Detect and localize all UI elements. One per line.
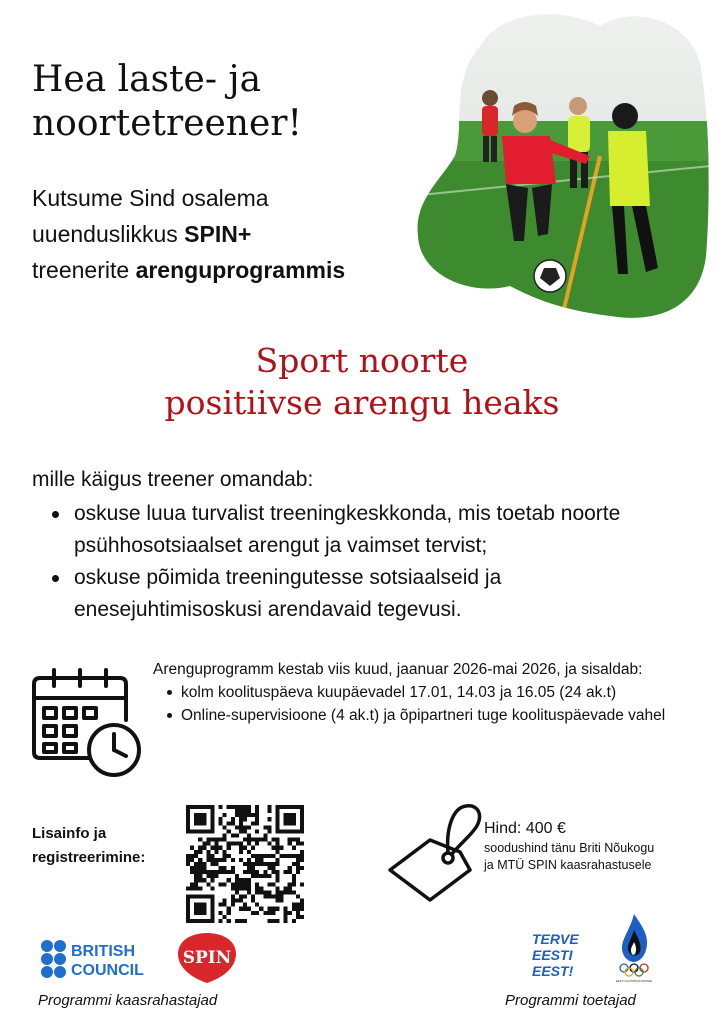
football-photo xyxy=(410,6,710,326)
supporters-caption: Programmi toetajad xyxy=(505,992,636,1009)
british-council-logo xyxy=(40,938,158,980)
skills-section xyxy=(32,464,692,626)
spin-logo xyxy=(174,930,240,986)
list-item: oskuse põimida treeningutesse sotsiaalseid ja enesejuhtimisoskusi arendavaid tegevusi. xyxy=(32,562,692,626)
tagline xyxy=(0,340,724,424)
tagline-line-2: positiivse arengu heaks xyxy=(164,383,560,422)
registration-line-2: registreerimine: xyxy=(32,849,146,866)
intro-line-2 xyxy=(32,216,452,252)
list-item: oskuse luua turvalist treeningkeskkonda, mis toetab noorte psühhosotsiaalset arengut ja vaimset tervist; xyxy=(32,498,692,562)
intro-line-3 xyxy=(32,252,452,288)
intro-line-3-text: treenerite xyxy=(32,257,136,283)
program-lead: Arenguprogramm kestab viis kuud, jaanuar 2026-mai 2026, ja sisaldab: xyxy=(153,661,643,678)
intro-text xyxy=(32,180,452,288)
eok-text: EESTI OLÜMPIAKOMITEE xyxy=(615,979,653,983)
price-label: Hind: 400 € xyxy=(484,820,566,837)
intro-line-3-bold: arenguprogrammis xyxy=(135,257,346,283)
terve-eesti-logo xyxy=(530,930,586,982)
tagline-line-1: Sport noorte xyxy=(255,341,469,380)
registration-label xyxy=(32,822,182,870)
intro-line-2-text: uuenduslikkus xyxy=(32,221,185,247)
skills-lead: mille käigus treener omandab: xyxy=(32,468,314,491)
terve-eesti-line-1: TERVE xyxy=(532,931,579,947)
registration-qr-code[interactable] xyxy=(186,805,304,923)
title-line-1: Hea laste- ja xyxy=(32,59,262,100)
british-council-line-2: COUNCIL xyxy=(71,962,144,979)
price-info xyxy=(484,818,704,874)
skills-list xyxy=(32,498,692,626)
intro-line-2-bold: SPIN+ xyxy=(184,221,252,247)
intro-line-1: Kutsume Sind osalema xyxy=(32,185,269,211)
registration-line-1: Lisainfo ja xyxy=(32,825,107,842)
eok-logo xyxy=(612,912,656,984)
price-note-line-1: soodushind tänu Briti Nõukogu xyxy=(484,841,655,855)
calendar-clock-icon xyxy=(28,662,146,780)
list-item: kolm koolituspäeva kuupäevadel 17.01, 14.03 ja 16.05 (24 ak.t) xyxy=(153,681,693,704)
funders-caption: Programmi kaasrahastajad xyxy=(38,992,218,1009)
program-list xyxy=(153,681,693,727)
page-title xyxy=(32,58,412,146)
british-council-line-1: BRITISH xyxy=(71,943,135,960)
spin-logo-text: SPIN xyxy=(182,948,232,968)
title-line-2: noortetreener! xyxy=(32,103,302,144)
price-note-line-2: ja MTÜ SPIN kaasrahastusele xyxy=(484,858,652,872)
list-item: Online-supervisioone (4 ak.t) ja õpipartneri tuge koolituspäevade vahel xyxy=(153,704,693,727)
price-tag-icon xyxy=(386,800,496,910)
terve-eesti-line-3: EEST! xyxy=(532,963,574,979)
program-details xyxy=(153,658,693,727)
terve-eesti-line-2: EESTI xyxy=(532,947,573,963)
